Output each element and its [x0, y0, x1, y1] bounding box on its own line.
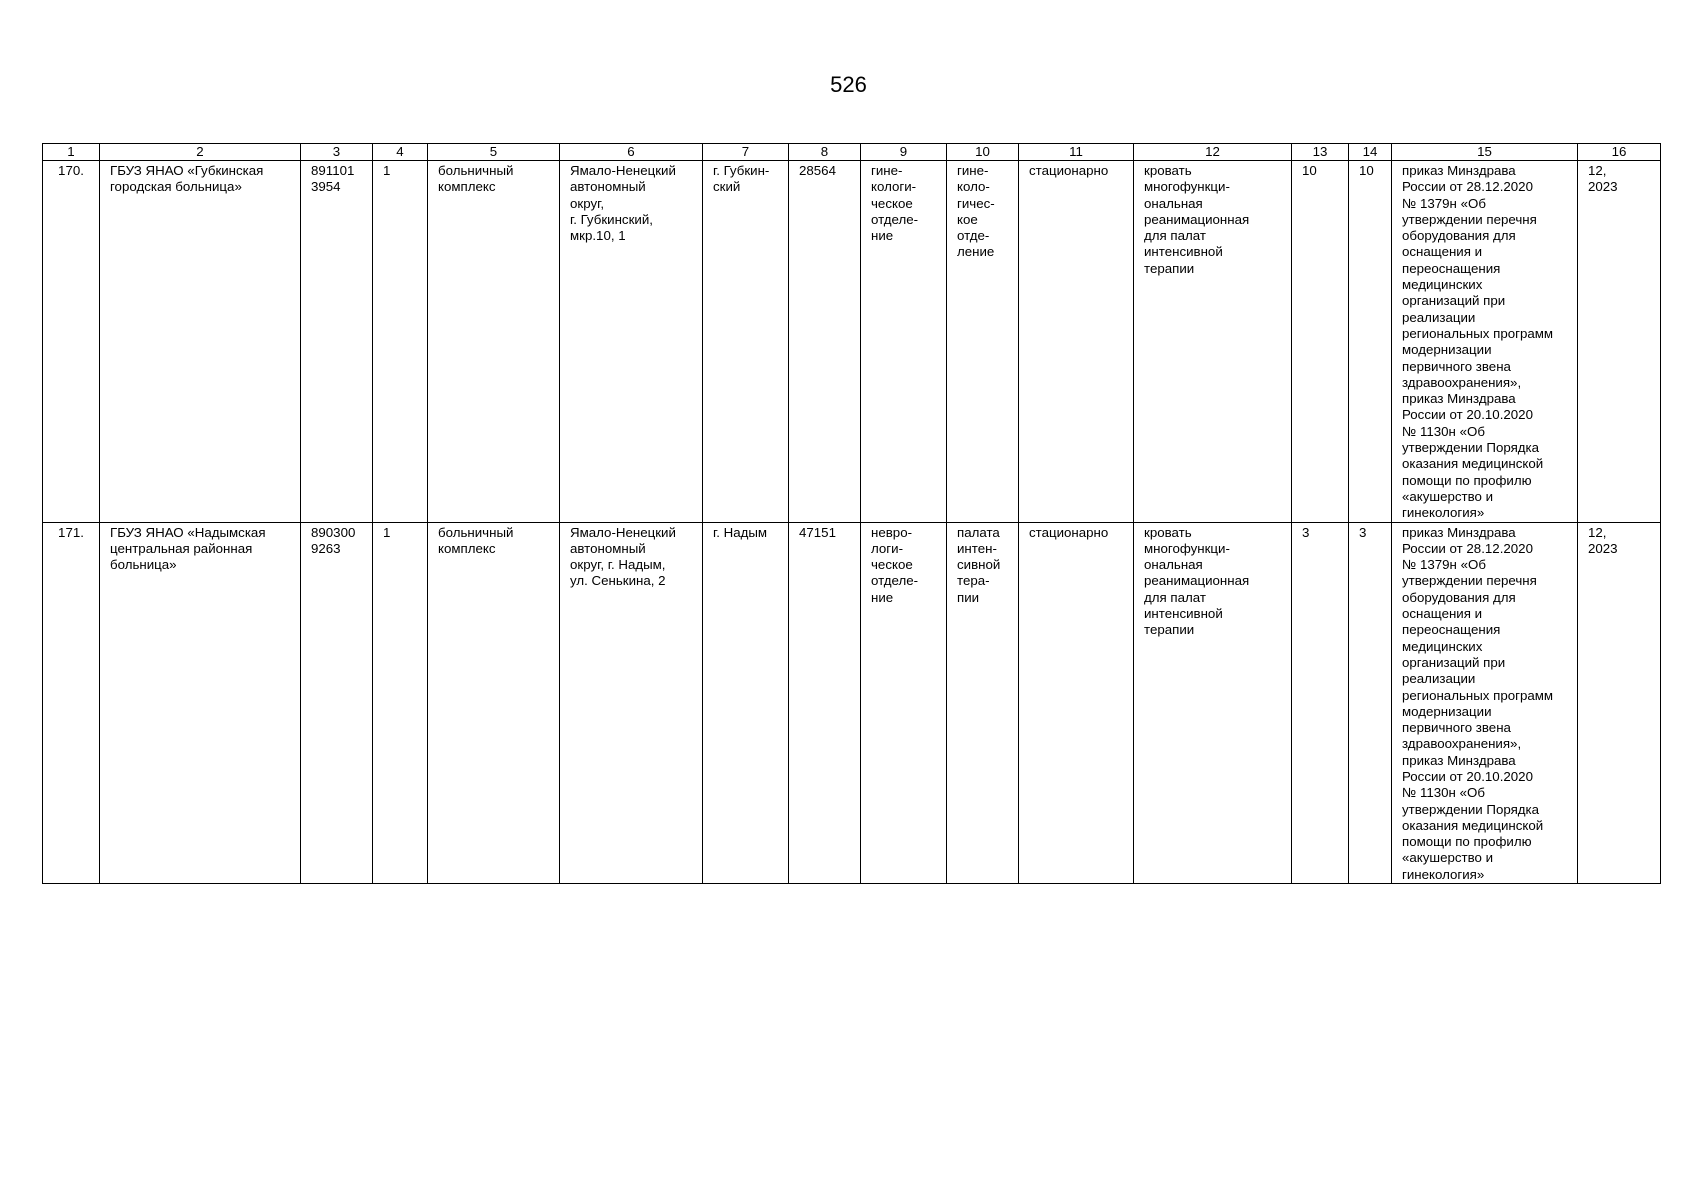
table-row [43, 161, 1661, 523]
profile-cell: гине- кологи- ческое отделе- ние [861, 161, 947, 523]
basis-cell: приказ Минздрава России от 28.12.2020 № 1379н «Об утверждении перечня оборудования для оснащения и переоснащения медицинских организаций при реализации региональных программ модернизации первичного звена здравоохранения», приказ Минздрава России от 20.10.2020 № 1130н «Об утверждении Порядка оказания медицинской помощи по профилю «акушерство и гинекология» [1392, 161, 1578, 523]
column-header: 9 [861, 144, 947, 161]
address-cell: Ямало-Ненецкий автономный округ, г. Губкинский, мкр.10, 1 [560, 161, 703, 523]
page-number: 526 [830, 72, 867, 97]
column-header: 11 [1019, 144, 1134, 161]
column-header: 16 [1578, 144, 1661, 161]
column-header: 3 [301, 144, 373, 161]
facility-type-cell: больничный комплекс [428, 522, 560, 884]
column-header: 13 [1292, 144, 1349, 161]
code8-cell: 47151 [789, 522, 861, 884]
equipment-table [42, 143, 1661, 884]
care-form-cell: стационарно [1019, 522, 1134, 884]
column-header: 8 [789, 144, 861, 161]
equipment-cell: кровать многофункци- ональная реанимационная для палат интенсивной терапии [1134, 522, 1292, 884]
city-cell: г. Надым [703, 522, 789, 884]
period-cell: 12, 2023 [1578, 522, 1661, 884]
row-number: 171. [43, 522, 100, 884]
organization-cell: ГБУЗ ЯНАО «Надымская центральная районная больница» [100, 522, 301, 884]
organization-cell: ГБУЗ ЯНАО «Губкинская городская больница» [100, 161, 301, 523]
equipment-cell: кровать многофункци- ональная реанимационная для палат интенсивной терапии [1134, 161, 1292, 523]
column-header: 7 [703, 144, 789, 161]
department-cell: палата интен- сивной тера- пии [947, 522, 1019, 884]
column-header: 15 [1392, 144, 1578, 161]
row-number: 170. [43, 161, 100, 523]
address-cell: Ямало-Ненецкий автономный округ, г. Надым, ул. Сенькина, 2 [560, 522, 703, 884]
column-header: 4 [373, 144, 428, 161]
table-row [43, 522, 1661, 884]
column-header: 5 [428, 144, 560, 161]
profile-cell: невро- логи- ческое отделе- ние [861, 522, 947, 884]
column-header: 2 [100, 144, 301, 161]
code-cell: 890300 9263 [301, 522, 373, 884]
city-cell: г. Губкин- ский [703, 161, 789, 523]
quantity-cell: 10 [1292, 161, 1349, 523]
department-cell: гине- коло- гичес- кое отде- ление [947, 161, 1019, 523]
code8-cell: 28564 [789, 161, 861, 523]
period-cell: 12, 2023 [1578, 161, 1661, 523]
count-cell: 1 [373, 161, 428, 523]
care-form-cell: стационарно [1019, 161, 1134, 523]
basis-cell: приказ Минздрава России от 28.12.2020 № 1379н «Об утверждении перечня оборудования для оснащения и переоснащения медицинских организаций при реализации региональных программ модернизации первичного звена здравоохранения», приказ Минздрава России от 20.10.2020 № 1130н «Об утверждении Порядка оказания медицинской помощи по профилю «акушерство и гинекология» [1392, 522, 1578, 884]
count-cell: 1 [373, 522, 428, 884]
column-header: 1 [43, 144, 100, 161]
column-header: 10 [947, 144, 1019, 161]
code-cell: 891101 3954 [301, 161, 373, 523]
column-header: 12 [1134, 144, 1292, 161]
column-header: 6 [560, 144, 703, 161]
column-header: 14 [1349, 144, 1392, 161]
facility-type-cell: больничный комплекс [428, 161, 560, 523]
quantity-cell: 3 [1292, 522, 1349, 884]
table-header-row [43, 144, 1661, 161]
quantity-cell: 3 [1349, 522, 1392, 884]
quantity-cell: 10 [1349, 161, 1392, 523]
